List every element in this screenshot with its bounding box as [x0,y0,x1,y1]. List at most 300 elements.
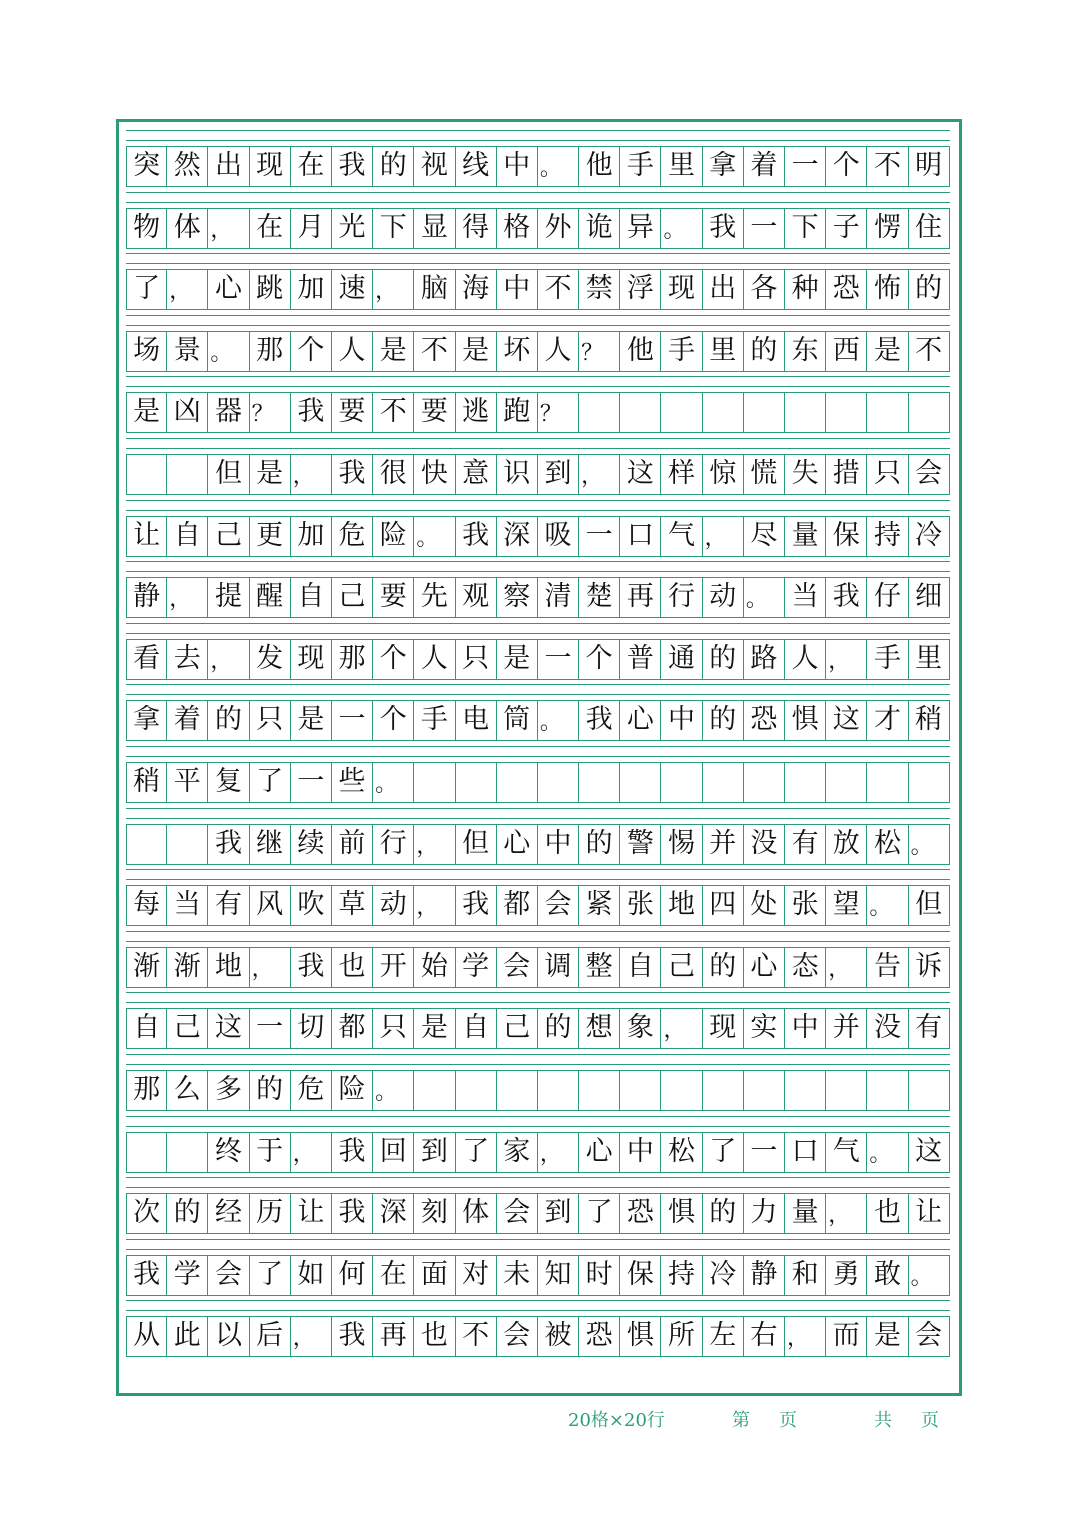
writing-grid [126,130,950,1376]
gap-rule [126,1054,950,1055]
grid-cell: 险 [373,517,414,556]
grid-cell: ， [208,640,249,679]
grid-cell: 是 [373,332,414,371]
grid-cell: 西 [826,332,867,371]
grid-cell: 的 [208,701,249,740]
grid-cell [167,455,208,494]
grid-cell: 的 [703,640,744,679]
grid-cell [167,825,208,864]
grid-row [126,130,950,192]
grid-cell: 历 [250,1194,291,1233]
grid-cell: ， [826,640,867,679]
grid-cell: 。 [208,332,249,371]
grid-cell: 每 [126,886,167,925]
grid-cell: 但 [909,886,950,925]
grid-cell: 拿 [703,147,744,186]
grid-cell: 恐 [744,701,785,740]
grid-cell [538,763,579,802]
grid-cell: 手 [620,147,661,186]
gap-rule [126,869,950,870]
cell-strip [126,269,950,310]
grid-cell: 诡 [579,209,620,248]
grid-cell [703,1071,744,1110]
grid-cell: 静 [744,1256,785,1295]
grid-row [126,500,950,562]
grid-cell: 于 [250,1133,291,1172]
grid-cell: 尽 [744,517,785,556]
gap-rule [126,325,950,326]
grid-cell: 惊 [703,455,744,494]
grid-cell: 电 [456,701,497,740]
grid-cell: 逃 [456,393,497,432]
grid-cell: 更 [250,517,291,556]
grid-cell: 东 [785,332,826,371]
grid-cell: 恐 [579,1317,620,1356]
grid-cell: 在 [291,147,332,186]
grid-cell: 这 [208,1009,249,1048]
grid-cell: 态 [785,948,826,987]
grid-cell: 加 [291,517,332,556]
grid-cell: 的 [538,1009,579,1048]
grid-cell: 我 [208,825,249,864]
grid-cell: 己 [661,948,702,987]
grid-cell: 我 [579,701,620,740]
cell-strip [126,762,950,803]
grid-cell: 了 [250,763,291,802]
grid-cell: 是 [414,1009,455,1048]
grid-cell: 心 [744,948,785,987]
grid-cell: 中 [497,270,538,309]
grid-row [126,808,950,870]
grid-cell: 持 [661,1256,702,1295]
grid-cell: 要 [414,393,455,432]
grid-cell: 渐 [126,948,167,987]
grid-cell [909,393,950,432]
grid-cell: 警 [620,825,661,864]
grid-cell: 中 [661,701,702,740]
gap-rule [126,263,950,264]
grid-cell: 我 [332,147,373,186]
grid-cell: 浮 [620,270,661,309]
grid-cell: 的 [250,1071,291,1110]
grid-cell: 没 [867,1009,908,1048]
grid-cell: 措 [826,455,867,494]
grid-cell: 四 [703,886,744,925]
grid-cell: 持 [867,517,908,556]
grid-cell: 告 [867,948,908,987]
grid-cell: 惧 [620,1317,661,1356]
cell-strip [126,947,950,988]
grid-cell [661,1071,702,1110]
grid-cell: 我 [291,948,332,987]
grid-cell: 象 [620,1009,661,1048]
grid-cell: 续 [291,825,332,864]
grid-cell: 外 [538,209,579,248]
grid-cell: 吹 [291,886,332,925]
grid-cell: 有 [909,1009,950,1048]
grid-cell: 会 [497,1317,538,1356]
grid-cell: 不 [456,1317,497,1356]
grid-cell: 各 [744,270,785,309]
grid-cell [579,763,620,802]
grid-cell: 未 [497,1256,538,1295]
grid-cell: 再 [620,578,661,617]
grid-cell: 会 [909,1317,950,1356]
grid-cell: 但 [208,455,249,494]
grid-cell: 跑 [497,393,538,432]
grid-cell: 是 [250,455,291,494]
grid-cell: 下 [373,209,414,248]
grid-cell: 恐 [826,270,867,309]
grid-cell: 此 [167,1317,208,1356]
grid-cell: 人 [414,640,455,679]
gap-rule [126,510,950,511]
grid-cell: 人 [785,640,826,679]
grid-cell: 会 [497,948,538,987]
grid-cell: 加 [291,270,332,309]
grid-cell: 我 [332,1133,373,1172]
total-label-2: 页 [921,1410,939,1431]
grid-cell: 回 [373,1133,414,1172]
grid-cell: 敢 [867,1256,908,1295]
grid-cell: 人 [332,332,373,371]
grid-cell: 。 [538,147,579,186]
gap-rule [126,1064,950,1065]
grid-cell: 了 [579,1194,620,1233]
grid-row [126,623,950,685]
grid-row [126,253,950,315]
grid-cell: 气 [661,517,702,556]
grid-cell: 是 [867,332,908,371]
grid-cell: 风 [250,886,291,925]
cell-strip [126,1255,950,1296]
gap-rule [126,376,950,377]
grid-cell: 会 [909,455,950,494]
grid-row [126,1177,950,1239]
grid-cell: 一 [744,209,785,248]
grid-cell: 我 [456,886,497,925]
grid-cell: 体 [456,1194,497,1233]
grid-cell: 这 [909,1133,950,1172]
gap-rule [126,571,950,572]
grid-cell: 让 [291,1194,332,1233]
page-label-2: 页 [779,1410,797,1431]
gap-rule [126,1177,950,1178]
grid-cell: 次 [126,1194,167,1233]
grid-cell: 细 [909,578,950,617]
grid-cell: 很 [373,455,414,494]
grid-cell: 个 [579,640,620,679]
grid-cell: 冷 [703,1256,744,1295]
grid-cell: 。 [909,825,950,864]
grid-cell: 放 [826,825,867,864]
gap-rule [126,941,950,942]
grid-cell: 气 [826,1133,867,1172]
grid-cell: 月 [291,209,332,248]
grid-cell: 一 [785,147,826,186]
grid-cell: 到 [414,1133,455,1172]
grid-cell: 凶 [167,393,208,432]
grid-cell: 现 [291,640,332,679]
grid-cell: 现 [661,270,702,309]
grid-row [126,438,950,500]
grid-cell: 恐 [620,1194,661,1233]
grid-cell: 种 [785,270,826,309]
grid-cell: ， [291,455,332,494]
grid-row [126,376,950,438]
grid-cell: 从 [126,1317,167,1356]
grid-cell: 被 [538,1317,579,1356]
gap-rule [126,438,950,439]
grid-cell: 自 [291,578,332,617]
grid-cell: 深 [497,517,538,556]
grid-cell: 自 [126,1009,167,1048]
grid-cell: 清 [538,578,579,617]
gap-rule [126,315,950,316]
grid-cell: 得 [456,209,497,248]
gap-rule [126,386,950,387]
grid-cell: 右 [744,1317,785,1356]
grid-cell: 整 [579,948,620,987]
grid-cell: ， [414,825,455,864]
grid-cell: 深 [373,1194,414,1233]
grid-cell: 有 [785,825,826,864]
grid-cell [744,763,785,802]
grid-cell: 冷 [909,517,950,556]
grid-cell [126,1133,167,1172]
grid-spec: 20格×20行 [568,1410,665,1431]
grid-cell: 学 [167,1256,208,1295]
grid-cell: 提 [208,578,249,617]
grid-cell: 。 [744,578,785,617]
grid-cell: 惧 [785,701,826,740]
grid-cell: 望 [826,886,867,925]
grid-cell: 这 [826,701,867,740]
grid-cell: 我 [126,1256,167,1295]
grid-cell: 力 [744,1194,785,1233]
grid-cell: 何 [332,1256,373,1295]
grid-cell: 。 [373,1071,414,1110]
grid-cell: 。 [661,209,702,248]
page-footer [0,1406,1080,1434]
grid-row [126,1116,950,1178]
grid-cell: 复 [208,763,249,802]
cell-strip [126,146,950,187]
grid-cell: ， [826,948,867,987]
grid-cell: 松 [867,825,908,864]
grid-cell: 勇 [826,1256,867,1295]
gap-rule [126,253,950,254]
cell-strip [126,577,950,618]
grid-row [126,1054,950,1116]
grid-cell: 以 [208,1317,249,1356]
grid-cell [744,1071,785,1110]
grid-cell: 量 [785,517,826,556]
grid-cell: 前 [332,825,373,864]
grid-cell: 突 [126,147,167,186]
grid-cell: 线 [456,147,497,186]
grid-cell: 着 [167,701,208,740]
grid-cell: ， [208,209,249,248]
grid-cell [620,763,661,802]
grid-cell: 心 [208,270,249,309]
grid-cell: 要 [332,393,373,432]
grid-cell: 格 [497,209,538,248]
gap-rule [126,808,950,809]
grid-cell: 出 [208,147,249,186]
gap-rule [126,623,950,624]
grid-cell [703,393,744,432]
grid-cell: 光 [332,209,373,248]
grid-cell: 会 [208,1256,249,1295]
grid-cell [785,763,826,802]
grid-cell: 再 [373,1317,414,1356]
grid-cell: 楚 [579,578,620,617]
grid-cell: 家 [497,1133,538,1172]
grid-cell [620,393,661,432]
grid-cell: 己 [167,1009,208,1048]
grid-cell: 在 [373,1256,414,1295]
gap-rule [126,1116,950,1117]
grid-cell: 禁 [579,270,620,309]
grid-cell: 。 [373,763,414,802]
grid-cell: 处 [744,886,785,925]
grid-cell [414,1071,455,1110]
grid-cell: 显 [414,209,455,248]
grid-cell: 张 [620,886,661,925]
gap-rule [126,633,950,634]
grid-cell: 都 [332,1009,373,1048]
grid-cell: 平 [167,763,208,802]
grid-cell: 如 [291,1256,332,1295]
grid-cell: 到 [538,1194,579,1233]
grid-cell [456,763,497,802]
grid-cell: 速 [332,270,373,309]
grid-cell: 会 [497,1194,538,1233]
grid-cell: 。 [867,1133,908,1172]
grid-cell: 些 [332,763,373,802]
grid-cell: 手 [661,332,702,371]
grid-cell: 静 [126,578,167,617]
grid-row [126,1239,950,1301]
gap-rule [126,1300,950,1301]
grid-cell: 松 [661,1133,702,1172]
grid-cell: 危 [291,1071,332,1110]
grid-cell: 只 [867,455,908,494]
grid-cell [826,763,867,802]
cell-strip [126,1070,950,1111]
grid-cell: 草 [332,886,373,925]
grid-cell [785,1071,826,1110]
grid-cell: 要 [373,578,414,617]
grid-cell: 一 [579,517,620,556]
cell-strip [126,331,950,372]
gap-rule [126,202,950,203]
gap-rule [126,140,950,141]
grid-cell: ， [703,517,744,556]
grid-cell: 然 [167,147,208,186]
grid-cell [785,393,826,432]
grid-cell [538,1071,579,1110]
grid-cell: 所 [661,1317,702,1356]
grid-cell [661,763,702,802]
grid-cell: 让 [126,517,167,556]
grid-cell: 左 [703,1317,744,1356]
grid-cell: 会 [538,886,579,925]
grid-cell: 个 [373,701,414,740]
grid-cell: 人 [538,332,579,371]
grid-row [126,1300,950,1362]
cell-strip [126,392,950,433]
grid-cell: 继 [250,825,291,864]
grid-cell [167,1133,208,1172]
grid-cell: 。 [538,701,579,740]
grid-cell: 异 [620,209,661,248]
grid-cell: 行 [661,578,702,617]
grid-cell: 也 [414,1317,455,1356]
grid-cell: 不 [909,332,950,371]
grid-cell: 只 [250,701,291,740]
grid-cell: ， [538,1133,579,1172]
grid-cell: 。 [867,886,908,925]
cell-strip [126,1316,950,1357]
grid-cell [456,1071,497,1110]
grid-cell: 一 [538,640,579,679]
grid-cell: 一 [744,1133,785,1172]
grid-cell: ， [250,948,291,987]
grid-row [126,746,950,808]
grid-cell: 在 [250,209,291,248]
grid-cell: 他 [620,332,661,371]
grid-cell: 去 [167,640,208,679]
gap-rule [126,448,950,449]
grid-cell: 怖 [867,270,908,309]
grid-cell: ， [661,1009,702,1048]
grid-cell: 对 [456,1256,497,1295]
grid-cell: 坏 [497,332,538,371]
grid-cell [414,763,455,802]
cell-strip [126,885,950,926]
grid-cell [703,763,744,802]
grid-cell: 才 [867,701,908,740]
grid-cell: 稍 [126,763,167,802]
grid-cell [826,393,867,432]
grid-cell: 的 [744,332,785,371]
cell-strip [126,639,950,680]
grid-cell: 地 [661,886,702,925]
grid-cell [744,393,785,432]
grid-cell: ， [291,1133,332,1172]
gap-rule [126,879,950,880]
grid-cell: 脑 [414,270,455,309]
grid-cell: 了 [126,270,167,309]
grid-cell: 都 [497,886,538,925]
grid-cell: 我 [332,455,373,494]
grid-cell: 观 [456,578,497,617]
gap-rule [126,1187,950,1188]
grid-cell [661,393,702,432]
grid-cell [867,393,908,432]
grid-cell: 面 [414,1256,455,1295]
grid-cell: 明 [909,147,950,186]
grid-cell: 个 [291,332,332,371]
grid-cell: 多 [208,1071,249,1110]
total-label-1: 共 [874,1410,892,1431]
grid-cell: 有 [208,886,249,925]
gap-rule [126,1239,950,1240]
grid-cell: 是 [126,393,167,432]
grid-cell: 危 [332,517,373,556]
